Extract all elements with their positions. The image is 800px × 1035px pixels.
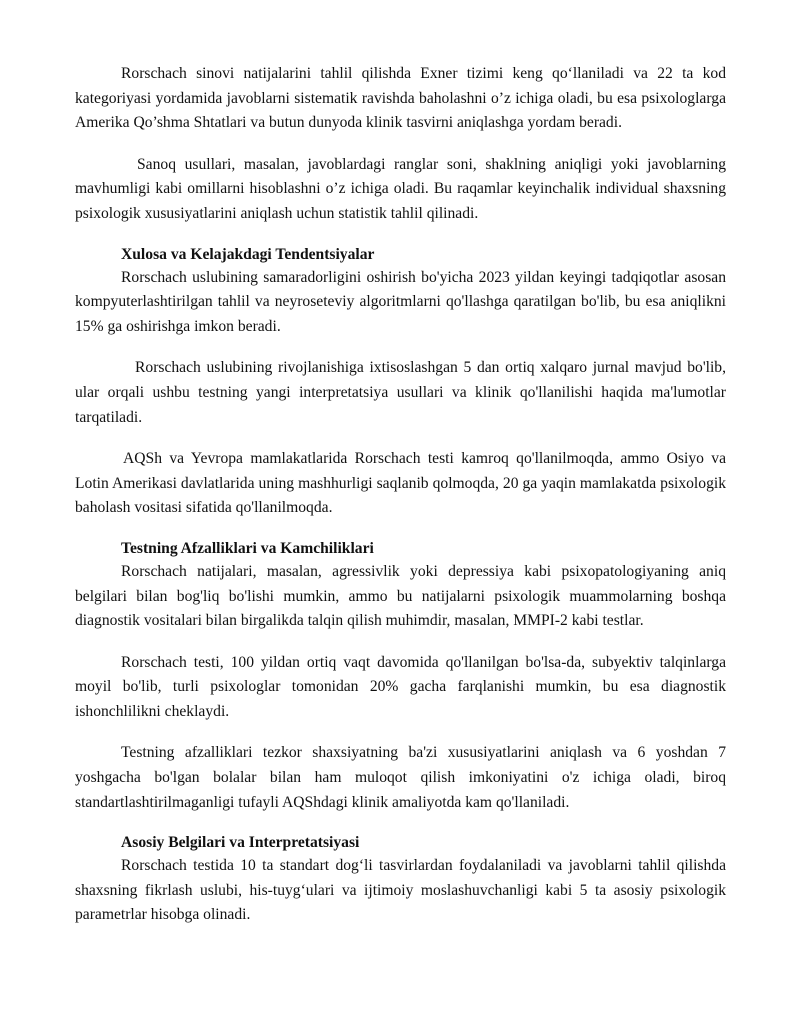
- paragraph-standard-images: Rorschach testida 10 ta standart dog‘li tasvirlardan foydalaniladi va javoblarni tahlil qilishda shaxsning fikrlash uslubi, his-tuyg‘ulari va ijtimoiy moslashuvchanligi kabi 5 ta asosiy psixologik parametrlar hisobga olinadi.: [75, 857, 726, 924]
- paragraph-exner-system: Rorschach sinovi natijalarini tahlil qilishda Exner tizimi keng qo‘llaniladi va 22 ta kod kategoriyasi yordamida javoblarni sistematik ravishda baholashni o’z ichiga oladi, bu esa psixologlarga Amerika Qo’shma Shtatlari va butun dunyoda klinik tasvirni aniqlashga yordam beradi.: [75, 65, 726, 132]
- section-heading-conclusion: Xulosa va Kelajakdagi Tendentsiyalar: [121, 245, 375, 263]
- paragraph-counting-methods: Sanoq usullari, masalan, javoblardagi ranglar soni, shaklning aniqligi yoki javoblarning mavhumligi kabi omillarni hisoblashni o’z ichiga oladi. Bu raqamlar keyinchalik individual shaxsning psixologik xususiyatlarini aniqlash uchun statistik tahlil qilinadi.: [75, 155, 726, 222]
- paragraph-psychopathology: Rorschach natijalari, masalan, agressivlik yoki depressiya kabi psixopatologiyaning aniq belgilari bilan bog'liq bo'lishi mumkin, ammo bu natijalarni psixologik muammolarning boshqa diagnostik vositalari bilan birgalikda talqin qilish muhimdir, masalan, MMPI-2 kabi testlar.: [75, 562, 726, 630]
- section-heading-main-features: Asosiy Belgilari va Interpretatsiyasi: [121, 834, 360, 852]
- paragraph-advantages: Testning afzalliklari tezkor shaxsiyatning ba'zi xususiyatlarini aniqlash va 6 yoshdan 7 yoshgacha bo'lgan bolalar bilan ham muloqot qilish imkoniyatini o'z ichiga oladi, biroq standartlashtirilmaganligi tufayli AQShdagi klinik amaliyotda kam qo'llaniladi.: [75, 744, 726, 811]
- section-heading-pros-cons: Testning Afzalliklari va Kamchiliklari: [121, 539, 374, 557]
- paragraph-journals: Rorschach uslubining rivojlanishiga ixtisoslashgan 5 dan ortiq xalqaro jurnal mavjud bo'lib, ular orqali ushbu testning yangi interpretatsiya usullari va klinik qo'llanilishi haqida ma'lumotlar tarqatiladi.: [75, 359, 726, 426]
- paragraph-usage-regions: AQSh va Yevropa mamlakatlarida Rorschach testi kamroq qo'llanilmoqda, ammo Osiyo va Lotin Amerikasi davlatlarida uning mashhurligi saqlanib qolmoqda, 20 ga yaqin mamlakatda psixologik baholash vositasi sifatida qo'llanilmoqda.: [75, 450, 726, 517]
- paragraph-subjectivity: Rorschach testi, 100 yildan ortiq vaqt davomida qo'llanilgan bo'lsa-da, subyektiv talqinlarga moyil bo'lib, turli psixologlar tomonidan 20% gacha farqlanishi mumkin, bu esa diagnostik ishonchlilikni cheklaydi.: [75, 653, 726, 720]
- paragraph-research-trends: Rorschach uslubining samaradorligini oshirish bo'yicha 2023 yildan keyingi tadqiqotlar asosan kompyuterlashtirilgan tahlil va neyroseteviy algoritmlarni qo'llashga qaratilgan bo'lib, bu esa aniqlikni 15% ga oshirishga imkon beradi.: [75, 268, 726, 335]
- document-page: [75, 62, 726, 945]
